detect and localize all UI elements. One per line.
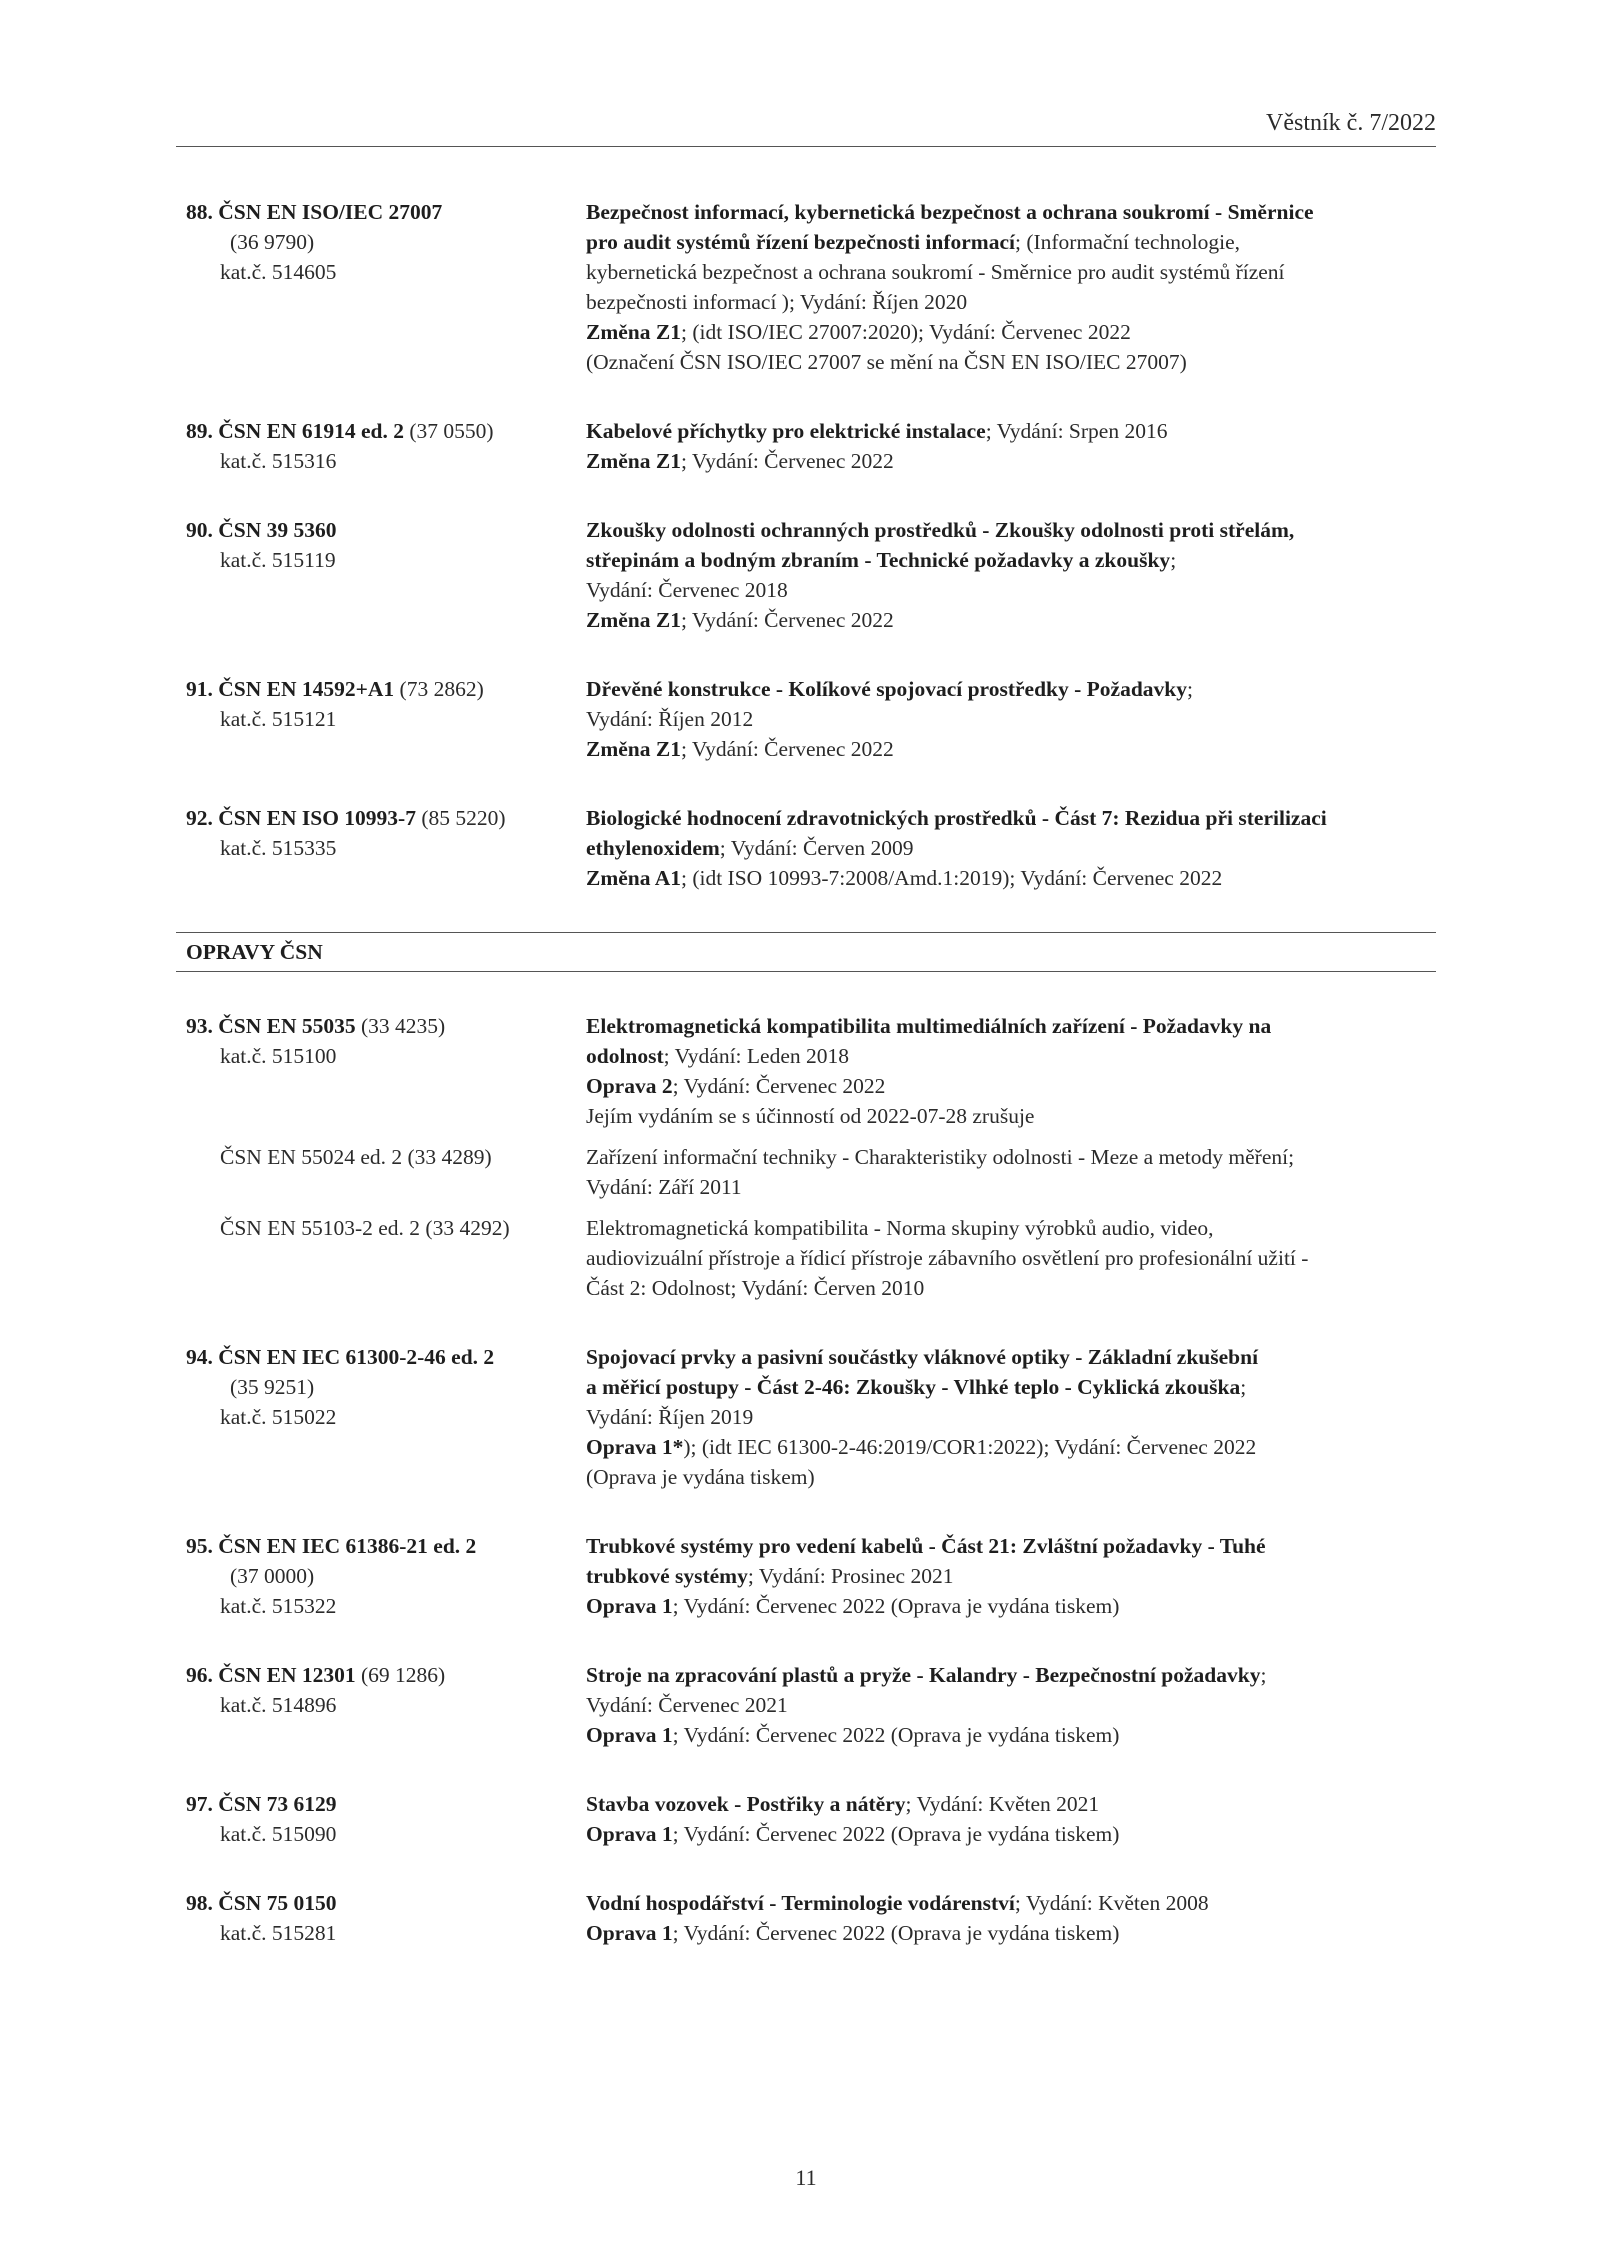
classification-number: (85 5220) — [415, 806, 506, 830]
plain-text: ; Vydání: Prosinec 2021 — [747, 1564, 954, 1588]
standard-code: ČSN EN IEC 61386-21 ed. 2 — [218, 1534, 477, 1558]
description-line — [586, 1819, 1436, 1849]
entry-description — [586, 197, 1436, 377]
entry-description — [586, 515, 1436, 635]
bold-text: Změna Z1 — [586, 320, 681, 344]
entry-number: 92. — [186, 806, 213, 830]
bold-text: a měřicí postupy - Část 2-46: Zkoušky - Vlhké teplo - Cyklická zkouška — [586, 1375, 1241, 1399]
entry-number: 93. — [186, 1014, 213, 1038]
entry-heading — [186, 1789, 586, 1819]
description-line — [586, 674, 1436, 704]
entry-number: 95. — [186, 1534, 213, 1558]
plain-text: Vydání: Červenec 2018 — [586, 578, 788, 602]
entry-identifier — [176, 197, 586, 377]
entry-identifier — [176, 1789, 586, 1849]
entry-number-code — [186, 1534, 476, 1558]
entry-identifier — [176, 674, 586, 764]
description-line — [586, 863, 1436, 893]
entry-identifier — [176, 1342, 586, 1492]
plain-text: ; Vydání: Červenec 2022 (Oprava je vydána tiskem) — [672, 1921, 1120, 1945]
entry-description — [586, 803, 1436, 893]
entry-heading — [186, 1531, 586, 1561]
entry-number-code — [186, 518, 337, 542]
description-line — [586, 1041, 1436, 1071]
bold-text: trubkové systémy — [586, 1564, 748, 1588]
catalog-line: kat.č. 514896 — [220, 1693, 337, 1717]
plain-text: ; Vydání: Červenec 2022 (Oprava je vydána tiskem) — [672, 1822, 1120, 1846]
bold-text: odolnost — [586, 1044, 664, 1068]
entry-number: 88. — [186, 200, 213, 224]
entry-identifier — [176, 1888, 586, 1948]
bold-text: ethylenoxidem — [586, 836, 720, 860]
catalog-line: kat.č. 515119 — [220, 548, 336, 572]
plain-text: ; Vydání: Červenec 2022 — [672, 1074, 886, 1098]
withdrawn-standard — [176, 1213, 1436, 1303]
entry-heading — [186, 674, 586, 704]
entry-identifier — [176, 515, 586, 635]
plain-text: ; Vydání: Červenec 2022 — [680, 737, 894, 761]
plain-text: ; Vydání: Červenec 2022 — [680, 449, 894, 473]
description-line — [586, 1462, 1436, 1492]
entry-description — [586, 1888, 1436, 1948]
entry-number: 98. — [186, 1891, 213, 1915]
plain-text: ; Vydání: Květen 2021 — [905, 1792, 1100, 1816]
standard-code: ČSN EN ISO/IEC 27007 — [218, 200, 443, 224]
description-line — [586, 803, 1436, 833]
description-line: Zařízení informační techniky - Charakteristiky odolnosti - Meze a metody měření; — [586, 1145, 1295, 1169]
entry-heading — [186, 515, 586, 545]
bold-text: Stavba vozovek - Postřiky a nátěry — [586, 1792, 906, 1816]
standard-code: ČSN 73 6129 — [218, 1792, 337, 1816]
withdrawn-description — [586, 1142, 1436, 1202]
description-line — [586, 545, 1436, 575]
bold-text: Trubkové systémy pro vedení kabelů - Část 21: Zvláštní požadavky - Tuhé — [586, 1534, 1266, 1558]
standard-code: ČSN EN 61914 ed. 2 — [218, 419, 405, 443]
bold-text: Změna Z1 — [586, 608, 681, 632]
description-line — [586, 1531, 1436, 1561]
plain-text: ; — [1170, 548, 1177, 572]
withdrawn-code: ČSN EN 55103-2 ed. 2 (33 4292) — [220, 1216, 510, 1240]
description-line — [586, 1591, 1436, 1621]
standard-entry — [176, 515, 1436, 635]
section-heading: OPRAVY ČSN — [176, 932, 1436, 972]
plain-text: (Označení ČSN ISO/IEC 27007 se mění na ČSN EN ISO/IEC 27007) — [586, 350, 1187, 374]
plain-text: ); (idt IEC 61300-2-46:2019/COR1:2022); Vydání: Červenec 2022 — [683, 1435, 1257, 1459]
entry-description — [586, 1660, 1436, 1750]
plain-text: ; Vydání: Květen 2008 — [1014, 1891, 1209, 1915]
standard-entry — [176, 1888, 1436, 1948]
description-line: Vydání: Září 2011 — [586, 1175, 742, 1199]
description-line — [586, 1342, 1436, 1372]
bold-text: Oprava 1 — [586, 1723, 673, 1747]
withdrawn-code-cell — [176, 1142, 586, 1202]
description-line — [586, 734, 1436, 764]
description-line — [586, 833, 1436, 863]
catalog-line: kat.č. 515090 — [220, 1822, 337, 1846]
entry-description — [586, 1342, 1436, 1492]
catalog-line: kat.č. 514605 — [220, 260, 337, 284]
bold-text: Biologické hodnocení zdravotnických prostředků - Část 7: Rezidua při sterilizaci — [586, 806, 1327, 830]
plain-text: Vydání: Říjen 2012 — [586, 707, 754, 731]
catalog-line: kat.č. 515316 — [220, 449, 337, 473]
entry-description — [586, 1789, 1436, 1849]
entry-description — [586, 674, 1436, 764]
description-line: Část 2: Odolnost; Vydání: Červen 2010 — [586, 1276, 925, 1300]
plain-text: bezpečnosti informací ); Vydání: Říjen 2020 — [586, 290, 968, 314]
bold-text: Stroje na zpracování plastů a pryže - Kalandry - Bezpečnostní požadavky — [586, 1663, 1261, 1687]
entry-number: 96. — [186, 1663, 213, 1687]
standard-entry — [176, 1660, 1436, 1750]
description-line — [586, 227, 1436, 257]
description-line — [586, 257, 1436, 287]
bold-text: Bezpečnost informací, kybernetická bezpečnost a ochrana soukromí - Směrnice — [586, 200, 1314, 224]
corrigenda-group — [176, 1342, 1436, 1948]
plain-text: ; (Informační technologie, — [1014, 230, 1241, 254]
standard-code: ČSN EN IEC 61300-2-46 ed. 2 — [218, 1345, 495, 1369]
catalog-line: kat.č. 515281 — [220, 1921, 337, 1945]
entry-number-code — [186, 1345, 494, 1369]
plain-text: ; Vydání: Srpen 2016 — [985, 419, 1168, 443]
description-line — [586, 1561, 1436, 1591]
entry-heading — [186, 1342, 586, 1372]
bold-text: Oprava 2 — [586, 1074, 673, 1098]
bold-text: Kabelové příchytky pro elektrické instalace — [586, 419, 986, 443]
journal-title: Věstník č. 7/2022 — [1266, 110, 1436, 136]
standard-code: ČSN EN 55035 — [218, 1014, 356, 1038]
standard-entry — [176, 674, 1436, 764]
entry-description — [586, 1531, 1436, 1621]
bold-text: Elektromagnetická kompatibilita multimediálních zařízení - Požadavky na — [586, 1014, 1272, 1038]
bold-text: pro audit systémů řízení bezpečnosti informací — [586, 230, 1015, 254]
description-line — [586, 197, 1436, 227]
description-line — [586, 1720, 1436, 1750]
standard-code: ČSN 75 0150 — [218, 1891, 337, 1915]
entry-heading — [186, 803, 586, 833]
classification-number: (37 0550) — [404, 419, 494, 443]
classification-number: (33 4235) — [355, 1014, 446, 1038]
entry-number-code — [186, 1663, 356, 1687]
description-line — [586, 1402, 1436, 1432]
entry-heading — [186, 1011, 586, 1041]
plain-text: Jejím vydáním se s účinností od 2022-07-28 zrušuje — [586, 1104, 1035, 1128]
document-page — [176, 0, 1436, 2263]
entry-description — [586, 416, 1436, 476]
description-line — [586, 1432, 1436, 1462]
catalog-line: kat.č. 515100 — [220, 1044, 337, 1068]
description-line — [586, 1660, 1436, 1690]
bold-text: Dřevěné konstrukce - Kolíkové spojovací prostředky - Požadavky — [586, 677, 1187, 701]
entry-heading — [186, 197, 586, 227]
catalog-line: kat.č. 515022 — [220, 1405, 337, 1429]
bold-text: Spojovací prvky a pasivní součástky vláknové optiky - Základní zkušební — [586, 1345, 1259, 1369]
withdrawn-standard — [176, 1142, 1436, 1202]
bold-text: Zkoušky odolnosti ochranných prostředků - Zkoušky odolnosti proti střelám, — [586, 518, 1295, 542]
plain-text: ; Vydání: Červen 2009 — [719, 836, 914, 860]
entry-heading — [186, 416, 586, 446]
entries-list — [176, 197, 1436, 1948]
plain-text: ; Vydání: Červenec 2022 (Oprava je vydána tiskem) — [672, 1723, 1120, 1747]
description-line — [586, 1101, 1436, 1131]
bold-text: Oprava 1 — [586, 1921, 673, 1945]
plain-text: Vydání: Říjen 2019 — [586, 1405, 754, 1429]
plain-text: ; Vydání: Červenec 2022 (Oprava je vydána tiskem) — [672, 1594, 1120, 1618]
plain-text: ; Vydání: Červenec 2022 — [680, 608, 894, 632]
description-line — [586, 704, 1436, 734]
standard-entry — [176, 1789, 1436, 1849]
standard-entry — [176, 197, 1436, 377]
description-line: audiovizuální přístroje a řídicí přístroje zábavního osvětlení pro profesionální užití - — [586, 1246, 1309, 1270]
plain-text: ; Vydání: Leden 2018 — [663, 1044, 849, 1068]
standard-code: ČSN EN ISO 10993-7 — [218, 806, 416, 830]
description-line — [586, 1690, 1436, 1720]
entry-number-code — [186, 200, 442, 224]
description-line — [586, 446, 1436, 476]
standard-entry — [176, 803, 1436, 893]
description-line — [586, 416, 1436, 446]
description-line — [586, 1011, 1436, 1041]
entry-number: 91. — [186, 677, 213, 701]
catalog-line: (37 0000) — [230, 1564, 315, 1588]
description-line — [586, 575, 1436, 605]
plain-text: (Oprava je vydána tiskem) — [586, 1465, 815, 1489]
bold-text: Oprava 1 — [586, 1822, 673, 1846]
bold-text: Oprava 1* — [586, 1435, 684, 1459]
page-footer — [176, 2163, 1436, 2193]
plain-text: Vydání: Červenec 2021 — [586, 1693, 788, 1717]
bold-text: střepinám a bodným zbraním - Technické požadavky a zkoušky — [586, 548, 1171, 572]
plain-text: ; — [1186, 677, 1193, 701]
plain-text: ; — [1240, 1375, 1247, 1399]
bold-text: Změna Z1 — [586, 449, 681, 473]
classification-number: (69 1286) — [355, 1663, 446, 1687]
description-line — [586, 1071, 1436, 1101]
standard-code: ČSN 39 5360 — [218, 518, 337, 542]
description-line — [586, 515, 1436, 545]
corrigendum-entry-93 — [176, 1011, 1436, 1303]
entry-number: 89. — [186, 419, 213, 443]
catalog-line: kat.č. 515322 — [220, 1594, 337, 1618]
catalog-line: kat.č. 515335 — [220, 836, 337, 860]
description-line — [586, 317, 1436, 347]
entry-number-code — [186, 1014, 356, 1038]
entry-number-code — [186, 1792, 337, 1816]
plain-text: ; (idt ISO/IEC 27007:2020); Vydání: Červenec 2022 — [680, 320, 1131, 344]
entry-identifier — [176, 803, 586, 893]
catalog-line: kat.č. 515121 — [220, 707, 337, 731]
description-line — [586, 1789, 1436, 1819]
entry-number-code — [186, 677, 394, 701]
bold-text: Oprava 1 — [586, 1594, 673, 1618]
withdrawn-code: ČSN EN 55024 ed. 2 (33 4289) — [220, 1145, 492, 1169]
page-header — [176, 108, 1436, 147]
catalog-line: (35 9251) — [230, 1375, 315, 1399]
standard-entry — [176, 1531, 1436, 1621]
withdrawn-description — [586, 1213, 1436, 1303]
entry-identifier — [176, 1660, 586, 1750]
entry-identifier — [176, 1011, 586, 1131]
plain-text: ; — [1260, 1663, 1267, 1687]
bold-text: Vodní hospodářství - Terminologie vodárenství — [586, 1891, 1015, 1915]
entry-heading — [186, 1660, 586, 1690]
standard-entry — [176, 1342, 1436, 1492]
description-line — [586, 1888, 1436, 1918]
description-line: Elektromagnetická kompatibilita - Norma skupiny výrobků audio, video, — [586, 1216, 1214, 1240]
classification-number: (73 2862) — [394, 677, 484, 701]
entry-number: 97. — [186, 1792, 213, 1816]
standard-code: ČSN EN 12301 — [218, 1663, 356, 1687]
entry-number-code — [186, 1891, 337, 1915]
catalog-line: (36 9790) — [230, 230, 315, 254]
description-line — [586, 287, 1436, 317]
standard-entry — [176, 416, 1436, 476]
amendments-group — [176, 197, 1436, 932]
page-number: 11 — [795, 2165, 817, 2190]
description-line — [586, 605, 1436, 635]
withdrawn-code-cell — [176, 1213, 586, 1303]
entry-description — [586, 1011, 1436, 1131]
entry-heading — [186, 1888, 586, 1918]
bold-text: Změna Z1 — [586, 737, 681, 761]
plain-text: kybernetická bezpečnost a ochrana soukromí - Směrnice pro audit systémů řízení — [586, 260, 1285, 284]
description-line — [586, 1372, 1436, 1402]
entry-identifier — [176, 1531, 586, 1621]
plain-text: ; (idt ISO 10993-7:2008/Amd.1:2019); Vydání: Červenec 2022 — [680, 866, 1223, 890]
entry-identifier — [176, 416, 586, 476]
entry-number: 90. — [186, 518, 213, 542]
standard-entry — [176, 1011, 1436, 1131]
standard-code: ČSN EN 14592+A1 — [218, 677, 395, 701]
description-line — [586, 347, 1436, 377]
entry-number: 94. — [186, 1345, 213, 1369]
entry-number-code — [186, 419, 404, 443]
bold-text: Změna A1 — [586, 866, 681, 890]
description-line — [586, 1918, 1436, 1948]
entry-number-code — [186, 806, 416, 830]
